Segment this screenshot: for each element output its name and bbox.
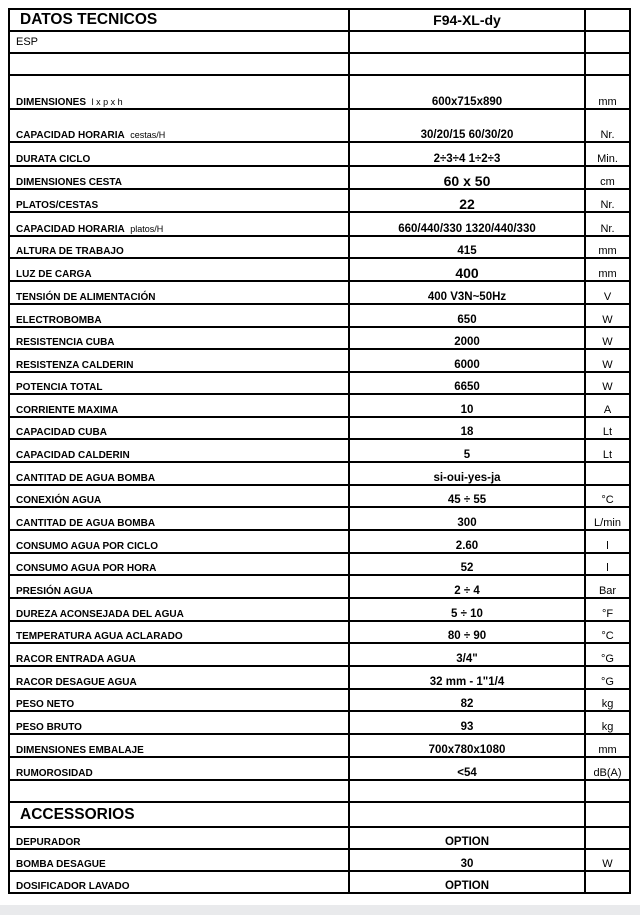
spec-value: 32 mm - 1"1/4 <box>349 666 585 689</box>
spec-label: CANTITAD DE AGUA BOMBA <box>16 518 156 529</box>
accessory-label: DEPURADOR <box>9 827 349 849</box>
spacer-row <box>9 780 630 802</box>
spec-value: 650 <box>349 304 585 327</box>
spec-label: TEMPERATURA AGUA ACLARADO <box>16 631 183 642</box>
accessory-row <box>9 871 630 893</box>
spec-row <box>9 666 630 689</box>
spec-row <box>9 327 630 349</box>
spec-value: si-oui-yes-ja <box>349 462 585 485</box>
spec-label-cell <box>9 258 349 281</box>
spec-row <box>9 304 630 327</box>
spec-label: RESISTENCIA CUBA <box>16 337 115 348</box>
spec-value: 700x780x1080 <box>349 734 585 757</box>
spec-unit <box>585 462 630 485</box>
empty-cell <box>585 802 630 827</box>
spec-label: RACOR ENTRADA AGUA <box>16 654 136 665</box>
spec-label: CAPACIDAD HORARIA <box>16 130 125 141</box>
accessory-row <box>9 827 630 849</box>
spec-value: <54 <box>349 757 585 780</box>
language-row <box>9 31 630 53</box>
accessory-value: OPTION <box>349 871 585 893</box>
spec-row <box>9 553 630 575</box>
spec-row <box>9 439 630 462</box>
spec-label-qualifier: cestas/H <box>130 130 166 140</box>
spec-row <box>9 142 630 166</box>
spec-row <box>9 189 630 212</box>
accessory-value: 30 <box>349 849 585 871</box>
spec-value: 660/440/330 1320/440/330 <box>349 212 585 236</box>
spec-label: CAPACIDAD CALDERIN <box>16 450 130 461</box>
accessory-row <box>9 849 630 871</box>
spec-label: CONSUMO AGUA POR CICLO <box>16 541 159 552</box>
empty-cell <box>9 780 349 802</box>
spec-label-cell <box>9 757 349 780</box>
page-bottom-edge <box>0 905 640 915</box>
spec-row <box>9 258 630 281</box>
spec-unit: Nr. <box>585 189 630 212</box>
spec-value: 2.60 <box>349 530 585 553</box>
spec-value: 400 <box>349 258 585 281</box>
spec-value: 2 ÷ 4 <box>349 575 585 598</box>
spec-label-qualifier: platos/H <box>130 224 164 234</box>
spec-label-cell <box>9 394 349 417</box>
spec-row <box>9 349 630 372</box>
spec-unit: °G <box>585 643 630 666</box>
spec-value: 6000 <box>349 349 585 372</box>
spec-label: CAPACIDAD CUBA <box>16 427 107 438</box>
spec-label: PLATOS/CESTAS <box>16 200 99 211</box>
spec-label-qualifier: l x p x h <box>91 97 123 107</box>
empty-cell <box>9 53 349 75</box>
accessory-label: BOMBA DESAGUE <box>9 849 349 871</box>
spec-value: 52 <box>349 553 585 575</box>
empty-cell <box>585 31 630 53</box>
spec-label-cell <box>9 372 349 394</box>
spec-unit: L/min <box>585 507 630 530</box>
spec-label-cell <box>9 711 349 734</box>
spec-row <box>9 689 630 711</box>
empty-cell <box>349 31 585 53</box>
spec-label-cell <box>9 236 349 258</box>
spec-label-cell <box>9 75 349 109</box>
empty-cell <box>349 802 585 827</box>
datasheet <box>8 8 631 894</box>
spec-label: DIMENSIONES <box>16 97 87 108</box>
spec-value: 60 x 50 <box>349 166 585 189</box>
spec-label-cell <box>9 212 349 236</box>
header-unit-cell <box>585 9 630 31</box>
spec-unit: W <box>585 372 630 394</box>
spec-label: DIMENSIONES EMBALAJE <box>16 745 144 756</box>
spec-value: 6650 <box>349 372 585 394</box>
spec-unit: V <box>585 281 630 304</box>
spec-label-cell <box>9 189 349 212</box>
spec-label-cell <box>9 666 349 689</box>
spec-label: CANTITAD DE AGUA BOMBA <box>16 473 156 484</box>
spec-unit: mm <box>585 236 630 258</box>
spec-label: RACOR DESAGUE AGUA <box>16 677 137 688</box>
accessories-title: ACCESSORIOS <box>9 802 349 827</box>
accessories-header-row <box>9 802 630 827</box>
spec-label-cell <box>9 734 349 757</box>
spec-value: 415 <box>349 236 585 258</box>
spec-label-cell <box>9 598 349 621</box>
spec-label: DURATA CICLO <box>16 154 91 165</box>
spec-label: ELECTROBOMBA <box>16 315 102 326</box>
spec-unit: Nr. <box>585 212 630 236</box>
spec-label: PRESIÓN AGUA <box>16 586 93 597</box>
spec-row <box>9 598 630 621</box>
spec-label-cell <box>9 166 349 189</box>
spec-row <box>9 212 630 236</box>
spec-value: 45 ÷ 55 <box>349 485 585 507</box>
model-name: F94-XL-dy <box>349 9 585 31</box>
spec-unit: °C <box>585 485 630 507</box>
spec-row <box>9 462 630 485</box>
spec-label-cell <box>9 689 349 711</box>
empty-cell <box>585 780 630 802</box>
spec-label-cell <box>9 109 349 142</box>
spec-value: 300 <box>349 507 585 530</box>
spec-label: POTENCIA TOTAL <box>16 382 103 393</box>
spec-unit: mm <box>585 734 630 757</box>
spec-row <box>9 109 630 142</box>
spec-label-cell <box>9 643 349 666</box>
spec-label-cell <box>9 462 349 485</box>
spec-row <box>9 417 630 439</box>
accessory-label: DOSIFICADOR LAVADO <box>9 871 349 893</box>
spec-unit: cm <box>585 166 630 189</box>
spec-label: CAPACIDAD HORARIA <box>16 224 125 235</box>
spec-row <box>9 734 630 757</box>
spec-value: 2000 <box>349 327 585 349</box>
spec-row <box>9 643 630 666</box>
spec-label-cell <box>9 553 349 575</box>
spec-label-cell <box>9 530 349 553</box>
spec-label: RUMOROSIDAD <box>16 768 93 779</box>
spec-row <box>9 485 630 507</box>
spec-value: 22 <box>349 189 585 212</box>
spec-label: PESO BRUTO <box>16 722 82 733</box>
spec-unit: Lt <box>585 417 630 439</box>
spec-label: PESO NETO <box>16 699 75 710</box>
spec-unit: °C <box>585 621 630 643</box>
spec-label-cell <box>9 304 349 327</box>
spec-label: DIMENSIONES CESTA <box>16 177 122 188</box>
empty-cell <box>349 780 585 802</box>
spec-label: CONSUMO AGUA POR HORA <box>16 563 157 574</box>
spec-value: 2÷3÷4 1÷2÷3 <box>349 142 585 166</box>
spec-unit: mm <box>585 75 630 109</box>
spec-row <box>9 507 630 530</box>
spec-label-cell <box>9 485 349 507</box>
spec-unit: Min. <box>585 142 630 166</box>
spec-unit: °G <box>585 666 630 689</box>
spec-unit: Nr. <box>585 109 630 142</box>
spec-unit: A <box>585 394 630 417</box>
spec-row <box>9 530 630 553</box>
spec-label-cell <box>9 327 349 349</box>
spec-row <box>9 394 630 417</box>
spec-table <box>8 8 631 894</box>
accessory-value: OPTION <box>349 827 585 849</box>
spec-unit: W <box>585 349 630 372</box>
spec-unit: dB(A) <box>585 757 630 780</box>
spec-label-cell <box>9 439 349 462</box>
spec-label-cell <box>9 575 349 598</box>
spec-value: 18 <box>349 417 585 439</box>
spec-unit: kg <box>585 711 630 734</box>
spec-row <box>9 372 630 394</box>
spec-value: 82 <box>349 689 585 711</box>
accessory-unit <box>585 827 630 849</box>
spec-value: 5 ÷ 10 <box>349 598 585 621</box>
spec-row <box>9 75 630 109</box>
spec-label: RESISTENZA CALDERIN <box>16 360 134 371</box>
spec-row <box>9 621 630 643</box>
spec-unit: W <box>585 304 630 327</box>
spec-unit: mm <box>585 258 630 281</box>
spec-row <box>9 711 630 734</box>
spec-unit: Lt <box>585 439 630 462</box>
spec-row <box>9 236 630 258</box>
spec-row <box>9 281 630 304</box>
accessory-unit: W <box>585 849 630 871</box>
spec-value: 10 <box>349 394 585 417</box>
spec-unit: °F <box>585 598 630 621</box>
spec-value: 400 V3N~50Hz <box>349 281 585 304</box>
spec-label-cell <box>9 417 349 439</box>
spec-row <box>9 575 630 598</box>
spec-label-cell <box>9 281 349 304</box>
spec-row <box>9 757 630 780</box>
accessory-unit <box>585 871 630 893</box>
spec-value: 80 ÷ 90 <box>349 621 585 643</box>
spec-unit: l <box>585 553 630 575</box>
language-code: ESP <box>9 31 349 53</box>
spec-value: 5 <box>349 439 585 462</box>
spec-unit: W <box>585 327 630 349</box>
spec-unit: Bar <box>585 575 630 598</box>
spec-value: 600x715x890 <box>349 75 585 109</box>
spec-value: 93 <box>349 711 585 734</box>
empty-cell <box>349 53 585 75</box>
spec-unit: l <box>585 530 630 553</box>
spec-label: CORRIENTE MAXIMA <box>16 405 119 416</box>
spec-label: LUZ DE CARGA <box>16 269 92 280</box>
spec-label-cell <box>9 142 349 166</box>
sheet-title: DATOS TECNICOS <box>9 9 349 31</box>
spec-label: DUREZA ACONSEJADA DEL AGUA <box>16 609 184 620</box>
spacer-row <box>9 53 630 75</box>
spec-label: CONEXIÓN AGUA <box>16 495 102 506</box>
spec-label-cell <box>9 507 349 530</box>
spec-label: TENSIÓN DE ALIMENTACIÓN <box>16 292 156 303</box>
spec-unit: kg <box>585 689 630 711</box>
spec-label: ALTURA DE TRABAJO <box>16 246 124 257</box>
header-row <box>9 9 630 31</box>
spec-label-cell <box>9 621 349 643</box>
spec-value: 30/20/15 60/30/20 <box>349 109 585 142</box>
spec-value: 3/4" <box>349 643 585 666</box>
spec-label-cell <box>9 349 349 372</box>
empty-cell <box>585 53 630 75</box>
spec-row <box>9 166 630 189</box>
